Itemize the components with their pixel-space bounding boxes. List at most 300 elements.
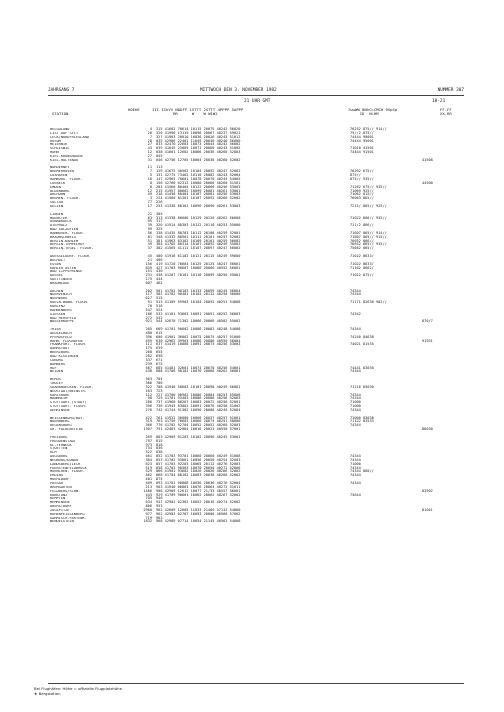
station-height: 63: [147, 215, 152, 220]
station-codes: 875: [156, 477, 163, 482]
station-height: 422: [145, 415, 152, 420]
station-extra: 74240 84638: [350, 334, 374, 339]
station-name: LECK/NORDFRIESLAND: [50, 135, 89, 139]
header-rule: [48, 95, 464, 96]
station-height: 973: [145, 442, 152, 447]
station-extra: 875// 935//: [350, 177, 374, 182]
station-name: KEMPTEN: [50, 497, 66, 501]
station-name: HELGOLAND: [50, 128, 70, 131]
station-height: 386: [145, 380, 152, 385]
station-name: CUXHAVEN: [50, 174, 68, 178]
station-last: 83502: [422, 488, 433, 493]
station-height: 45: [147, 253, 152, 258]
station-name: GARMISCH-PARTENK.: [50, 516, 87, 520]
station-name: EMDEN: [50, 185, 61, 189]
station-row: [48, 247, 464, 251]
station-last: 870/7: [422, 319, 433, 324]
station-codes: 776 41702 92704 10052 20052 40260 52003: [156, 423, 241, 428]
station-name: GOETTINGEN: [50, 278, 72, 282]
station-height: 363: [145, 377, 152, 382]
station-name: HOF: [50, 366, 57, 370]
station-height: 2960: [143, 507, 152, 512]
station-height: 623: [145, 461, 152, 466]
station-height: 269: [145, 434, 152, 439]
station-codes: 513 41109 59903 10104 20092 40251 54008: [156, 300, 241, 305]
station-name: DIEPHOLZ: [50, 224, 68, 228]
station-codes: 838: [156, 450, 163, 455]
station-codes: 962 42609 12605 11033 21460 47132 54000: [156, 507, 241, 512]
station-name: KIEL-KRONSHAGEN: [50, 154, 83, 158]
station-extra: 74344: [350, 288, 361, 293]
station-name: HAMBURG. FLUGH.: [50, 178, 83, 182]
station-codes: 868 41704 80102 10063 20038 40268 52002: [156, 473, 241, 478]
station-height: 705: [145, 496, 152, 501]
station-height: 77: [147, 200, 152, 205]
station-extra: 74441 83030: [350, 365, 374, 370]
station-name: HAHN, FLUGHAFEN: [50, 339, 83, 343]
station-codes: 544 42670 71302 10066 20066 40582 55002: [156, 319, 241, 324]
station-height: 186: [145, 311, 152, 316]
station-extra: 75//2 875//: [350, 130, 374, 135]
station-extra: 71022 866// 935//: [350, 215, 387, 220]
station-codes: 685 41401 32601 10074 20070 40256 54001: [156, 365, 241, 370]
station-name: FREUDENSTADT: [50, 439, 76, 443]
station-height: 282: [145, 354, 152, 359]
station-name: NEUBURG/DONAU: [50, 458, 79, 462]
station-height: 49: [147, 242, 152, 247]
station-codes: 836: [156, 446, 163, 451]
station-height: 70: [147, 304, 152, 308]
station-height: 11: [147, 165, 152, 170]
station-height: 1486: [143, 488, 152, 493]
station-name: MUENSTER: [50, 216, 68, 220]
station-height: 634: [145, 500, 152, 505]
station-height: 39: [147, 223, 152, 228]
station-last: 86030: [422, 427, 433, 432]
station-codes: 738 41945 83002 10091 20076 40258 51002: [156, 404, 241, 409]
station-codes: 427 41703 90607 10066 20066 40552 56001: [156, 265, 241, 270]
station-codes: 908 42909 12612 10077 21/33 40557 56001: [156, 488, 241, 493]
station-extra: 74342: [350, 311, 361, 316]
station-name: STUTTGART (STADT): [50, 401, 87, 405]
station-codes: 737 41960 80207 10083 20072 40256 52001: [156, 400, 241, 405]
station-extra: 75662 865//: [350, 246, 374, 251]
station-name: THOLEY: [50, 381, 63, 385]
station-height: 921: [145, 319, 152, 324]
station-height: 51: [147, 238, 152, 243]
station-extra: 76262 675//: [350, 169, 374, 174]
station-codes: 729 41701 93403 10086 20088 40256 52003: [156, 396, 241, 401]
station-codes: 637 41419 10008 10091 20073 40256 53003: [156, 342, 241, 347]
station-height: 56: [147, 230, 152, 235]
station-name: KONSTANZ: [50, 493, 68, 497]
station-name: BREMGARTEN: [50, 485, 72, 489]
station-codes: 338 41435 80703 10112 20108 40259 52001: [156, 230, 241, 235]
station-extra: 75644: [350, 492, 361, 497]
station-codes: 406: [156, 257, 163, 262]
volume-label: JAHRGANG 7: [48, 88, 75, 93]
station-codes: 857 41703 92203 10065 20112 40276 52003: [156, 461, 241, 466]
station-height: 567: [145, 365, 152, 370]
station-height: 239: [145, 361, 152, 366]
station-codes: 524: [156, 307, 163, 312]
station-name: BERLIN-TEMPELHOF: [50, 243, 85, 247]
station-row: [48, 320, 464, 324]
station-height: 806: [145, 504, 152, 509]
station-height: 443: [145, 492, 152, 497]
station-height: 175: [145, 346, 152, 351]
station-table: [48, 128, 464, 524]
station-height: 81: [147, 234, 152, 239]
station-name: SAARBRUECKEN. FLUGH.: [50, 385, 94, 389]
station-extra: 74344: [350, 369, 361, 374]
station-codes: 893 41701 90008 10036 20036 40276 52004: [156, 481, 241, 485]
station-name: FUERSTENFELDBRUCK: [50, 466, 87, 470]
station-height: 529: [145, 469, 152, 474]
station-name: LANDSBERG/LECH: [50, 462, 81, 466]
station-codes: 615: [156, 330, 163, 335]
station-codes: 516: [156, 304, 163, 308]
station-codes: 419 41720 70604 10125 20125 40247 56001: [156, 261, 241, 266]
station-codes: 502 41702 90401 10102 20112 40258 56000: [156, 292, 241, 297]
station-name: SOLTAU: [50, 201, 63, 205]
station-height: 839: [145, 265, 152, 270]
station-extra: 71010 41501: [350, 146, 374, 151]
station-name: FELDBERG/SCHW.: [50, 489, 81, 493]
station-height: 17: [147, 203, 152, 208]
station-height: 495: [145, 338, 152, 343]
station-codes: 929 41709 90601 10062 20062 40267 52002: [156, 492, 241, 497]
time-range: 18-21: [432, 99, 446, 104]
station-codes: 113: [156, 165, 163, 170]
station-codes: 313 41338 80606 10129 20120 40262 56000: [156, 215, 241, 220]
station-codes: 953: [156, 504, 163, 509]
station-codes: 947 42902 02302 10052 20016 40274 52002: [156, 500, 241, 505]
station-height: 117: [145, 292, 152, 297]
station-height: 519: [145, 465, 152, 470]
station-codes: 962 42902 02707 10093 20006 40566 57002: [156, 511, 241, 516]
station-name: NORDERNEY: [50, 166, 70, 170]
issue-number: NUMMER 307: [437, 88, 464, 93]
station-codes: 727 41700 90902 10086 20084 40253 55008: [156, 392, 241, 397]
station-name: HUSUM: [50, 139, 61, 143]
station-height: 27: [147, 142, 152, 147]
station-name: KOELN-BONN. FLUGH.: [50, 301, 89, 305]
station-height: 401: [145, 477, 152, 482]
station-codes: 542: [156, 315, 163, 320]
station-extra: 74344: [350, 327, 361, 332]
station-name: LIST AUF SYLT: [50, 131, 79, 135]
station-codes: 033 42470 22603 10073 20044 40242 56002: [156, 142, 241, 147]
col-station: STATION: [52, 111, 69, 116]
station-name: BAD KISSINGEN: [50, 355, 79, 359]
station-codes: 384 41765 80314 10107 20092 40249 55002: [156, 242, 241, 247]
station-extra: 74344: [350, 407, 361, 412]
station-codes: 327 41903 20010 10036 20026 40245 51012: [156, 134, 241, 139]
station-last: 41508: [422, 157, 433, 162]
station-codes: 156 42760 62312 10080 20066 40260 51501: [156, 180, 241, 185]
station-height: 462: [145, 473, 152, 478]
station-extra: 74344: [350, 392, 361, 397]
station-name: AHLHORN: [50, 193, 66, 197]
station-codes: 858 41703 90503 10070 20050 40272 52006: [156, 465, 241, 470]
station-name: FREIBURG: [50, 435, 68, 439]
station-codes: 315 41602 70614 10115 20075 40242 56020: [156, 127, 241, 131]
station-codes: 655: [156, 350, 163, 355]
station-codes: 039 41645 23005 10071 20060 40243 51002: [156, 146, 241, 151]
station-extra: 71000: [350, 404, 361, 409]
station-height: 163: [145, 388, 152, 393]
station-name: BERUS: [50, 378, 61, 382]
station-extra: 71022 8633/: [350, 261, 374, 266]
station-codes: 348 41332 80501 10111 20101 40257 52002: [156, 234, 241, 239]
station-last: 81041: [422, 507, 433, 512]
station-codes: 818: [156, 442, 163, 447]
station-codes: 963: [156, 515, 163, 520]
station-name: ULM: [50, 451, 57, 455]
station-height: 265: [145, 327, 152, 332]
station-name: NEUSTADT/WEINSTR.: [50, 389, 87, 393]
station-name: BERLIN-DAHLEM: [50, 239, 79, 243]
station-name: LINGEN: [50, 212, 63, 216]
station-height: 37: [147, 246, 152, 251]
station-extra: 71022 8633/: [350, 253, 374, 258]
station-row: [48, 205, 464, 209]
station-codes: 400 41916 61102 10121 20115 40249 59000: [156, 253, 241, 258]
station-name: STUTTGART. FLUGH.: [50, 405, 87, 409]
station-codes: 215 41957 80602 10099 20081 40261 53001: [156, 188, 241, 193]
station-codes: 382 41565 41111 10107 20097 40247 56002: [156, 246, 241, 251]
station-extra: 71607 865// 914//: [350, 230, 387, 235]
station-extra: 71171 82638 902//: [350, 300, 387, 305]
station-extra: 76652 866//: [350, 238, 374, 243]
station-codes: 035 42906 22401 11049 20040 40246 56000: [156, 138, 241, 143]
station-extra: 71069 925//: [350, 188, 374, 193]
station-extra: 7211/ 865// 925//: [350, 203, 387, 208]
station-name: AUGSBURG: [50, 455, 68, 459]
station-codes: 903 41940 00003 10076 20064 40272 51011: [156, 484, 241, 489]
station-codes: 706: [156, 380, 163, 385]
station-name: HOHN: [50, 151, 59, 155]
station-codes: 226: [156, 200, 163, 205]
col-height: HOEHE: [128, 107, 140, 112]
station-name: GIESSEN: [50, 312, 66, 316]
station-height: 12: [147, 150, 152, 155]
station-name: PFERDSFELD: [50, 335, 72, 339]
station-height: 522: [145, 450, 152, 455]
station-height: 797: [145, 438, 152, 443]
station-name: MUEHLDORF: [50, 478, 70, 482]
station-codes: 131 42775 73402 10110 20082 40243 52004: [156, 173, 241, 178]
station-codes: 129 41675 40502 10104 20092 40247 52002: [156, 169, 241, 174]
date-label: MITTWOCH DEN 3. NOVEMBER 1982: [200, 88, 277, 93]
station-height: 7: [149, 134, 152, 139]
station-height: 461: [145, 454, 152, 459]
station-height: 91: [147, 300, 152, 305]
station-codes: 325: [156, 227, 163, 232]
station-name: NOERVENICH: [50, 293, 72, 297]
station-codes: 203 41560 80404 10122 20066 40256 53003: [156, 184, 241, 189]
station-height: 175: [145, 277, 152, 282]
station-height: 98: [147, 396, 152, 401]
station-extra: 74344: [350, 481, 361, 485]
station-height: 7: [149, 169, 152, 174]
station-height: 202: [145, 288, 152, 293]
station-name: WEIDEN: [50, 370, 63, 374]
station-name: KOBLENZ: [50, 305, 66, 308]
station-name: HOHENPEISSENBERG: [50, 512, 85, 516]
station-height: 276: [145, 407, 152, 412]
station-name: KAHLER ASTEN: [50, 266, 76, 270]
station-name: FRANKFURT. FLUGH.: [50, 343, 87, 347]
station-extra: 74344: [350, 292, 361, 297]
station-codes: 444: [156, 277, 163, 282]
observation-time: 21 UHR GMT: [244, 99, 271, 104]
station-last: 91931: [422, 338, 433, 343]
station-extra: 74444 91501: [350, 150, 374, 155]
station-name: SCHLESWIG: [50, 147, 70, 151]
station-codes: 381 41963 83102 10109 20101 40259 56002: [156, 238, 241, 243]
station-codes: 815: [156, 438, 163, 443]
station-codes: 438 41207 70101 10116 20099 40250 55001: [156, 273, 241, 278]
station-name: ZUGSPITZE: [50, 508, 70, 512]
station-height: 26: [147, 130, 152, 135]
station-name: STOETTEN: [50, 447, 68, 451]
station-name: PASSAU: [50, 482, 63, 485]
station-extra: 71262 675// 935//: [350, 184, 387, 189]
station-extra: 71122 83533: [350, 419, 374, 424]
station-height: 396: [145, 404, 152, 409]
station-name: MANNHEIM: [50, 397, 68, 401]
station-codes: 320 41914 80303 10122 20110 40253 55000: [156, 223, 241, 228]
station-last: 44500: [422, 180, 433, 185]
station-height: 112: [145, 392, 152, 397]
station-name: BREMERHAVEN: [50, 170, 74, 174]
station-height: 16: [147, 177, 152, 182]
station-height: 21: [147, 257, 152, 262]
station-height: 409: [145, 481, 152, 485]
station-height: 27: [147, 153, 152, 158]
station-extra: 74444 95001: [350, 138, 374, 143]
col-extra: 7wwWW 8NhCLCMCH 9SpSp ID HLHM: [348, 107, 398, 117]
station-row: [48, 370, 464, 374]
station-codes: 791 42463 42004 10016 20023 40558 57001: [156, 427, 241, 432]
station-height: 3: [149, 196, 152, 201]
station-name: NUERNBERG: [50, 420, 70, 424]
station-codes: 046 42756 12705 10064 20036 40260 52002: [156, 157, 241, 162]
station-codes: 630 42962 39903 10086 20086 40550 56004: [156, 338, 241, 343]
station-extra: 74344: [350, 454, 361, 459]
station-height: 268: [145, 350, 152, 355]
station-name: WENDELSTEIN: [50, 520, 74, 524]
station-extra: 71000: [350, 461, 361, 466]
station-name: AACHEN: [50, 289, 63, 293]
station-height: 111: [145, 342, 152, 347]
station-height: 8: [149, 180, 152, 185]
station-codes: 462: [156, 280, 163, 285]
station-height: 272: [145, 315, 152, 320]
station-name: GR. FALKENSTEIN: [50, 428, 83, 432]
station-extra: 74344: [350, 465, 361, 470]
station-name: KARLSRUHE: [50, 393, 70, 397]
station-extra: 71000: [350, 400, 361, 405]
station-height: 977: [145, 511, 152, 516]
station-codes: 320 41990 13115 10096 20067 40237 59022: [156, 130, 241, 135]
station-height: 286: [145, 400, 152, 405]
station-name: DUESSELDORF. FLUGH.: [50, 254, 92, 258]
station-codes: 946: [156, 496, 163, 501]
station-extra: 71162 8662/: [350, 265, 374, 270]
station-codes: 430: [156, 269, 163, 274]
station-codes: 688 41706 90102 10070 20066 40262 56001: [156, 369, 241, 374]
station-name: LUEBECK: [50, 181, 66, 185]
station-codes: 675: [156, 361, 163, 366]
footnote-mountain: ★ Bergstation: [34, 691, 61, 696]
station-codes: 147 42965 70601 10078 20070 40245 54005: [156, 177, 241, 182]
station-extra: 74344: [350, 473, 361, 478]
station-codes: 671: [156, 357, 163, 362]
station-name: KL.FEHNECK: [50, 443, 72, 447]
station-height: 28: [147, 138, 152, 143]
table-end-rule: [48, 683, 464, 684]
station-name: TRIER: [50, 328, 61, 332]
station-name: KIEL-HOLTENAU: [50, 158, 79, 162]
station-extra: 74444 90001: [350, 134, 374, 139]
station-codes: 708 41940 50603 10101 20098 40249 56001: [156, 384, 241, 389]
station-codes: 639: [156, 346, 163, 351]
station-codes: 763 41756 70603 10066 20074 40251 58000: [156, 419, 241, 424]
station-height: 99: [147, 227, 152, 232]
station-extra: 76652 865// 935//: [350, 242, 387, 247]
station-codes: 968 42909 07714 10054 21145 40562 54008: [156, 519, 241, 524]
station-name: WASSERKUPPE: [50, 320, 74, 324]
station-height: 31: [147, 157, 152, 162]
station-codes: 305: [156, 211, 163, 216]
station-height: 396: [145, 334, 152, 339]
station-codes: 761 41922 30000 10066 20037 40257 51001: [156, 415, 241, 420]
station-height: 151: [145, 269, 152, 274]
station-height: 12: [147, 188, 152, 193]
station-extra: 76252 875// 914//: [350, 127, 387, 131]
station-name: UELZEN: [50, 204, 63, 208]
station-codes: 224 41560 81301 10107 20092 40266 52002: [156, 196, 241, 201]
station-name: MEIERWIK: [50, 143, 68, 147]
station-name: BERLIN-TEGEL. FLUGH.: [50, 247, 94, 251]
station-extra: 74344: [350, 457, 361, 462]
station-height: 547: [145, 307, 152, 312]
station-name: HANNOVER. FLUGH.: [50, 231, 85, 235]
station-codes: 218 41458 80404 10107 20081 40256 53003: [156, 192, 241, 197]
station-height: 4: [149, 127, 152, 131]
station-codes: 045: [156, 153, 163, 158]
station-name: COBURG: [50, 358, 63, 362]
station-name: REGENSBURG: [50, 424, 72, 428]
station-height: 1307: [143, 427, 152, 432]
station-name: BREMEN. FLUGH.: [50, 197, 81, 201]
station-height: 21: [147, 211, 152, 216]
station-name: DEUSELBACH: [50, 331, 72, 335]
station-name: NUERBURG: [50, 297, 68, 301]
station-row: [48, 409, 464, 413]
station-codes: 253 41338 80101 10096 20090 40261 53003: [156, 203, 241, 208]
station-codes: 317: [156, 219, 163, 224]
station-height: 319: [145, 419, 152, 424]
station-extra: 74344 880//: [350, 469, 374, 474]
station-name: OEHRINGEN: [50, 408, 70, 412]
station-extra: 71807 865// 915//: [350, 234, 387, 239]
station-height: 322: [145, 384, 152, 389]
col-codes: III IIhVV NDDFF 1STTT 2STTT 4PPPP 5APPP RR W W W1W2: [152, 107, 244, 117]
